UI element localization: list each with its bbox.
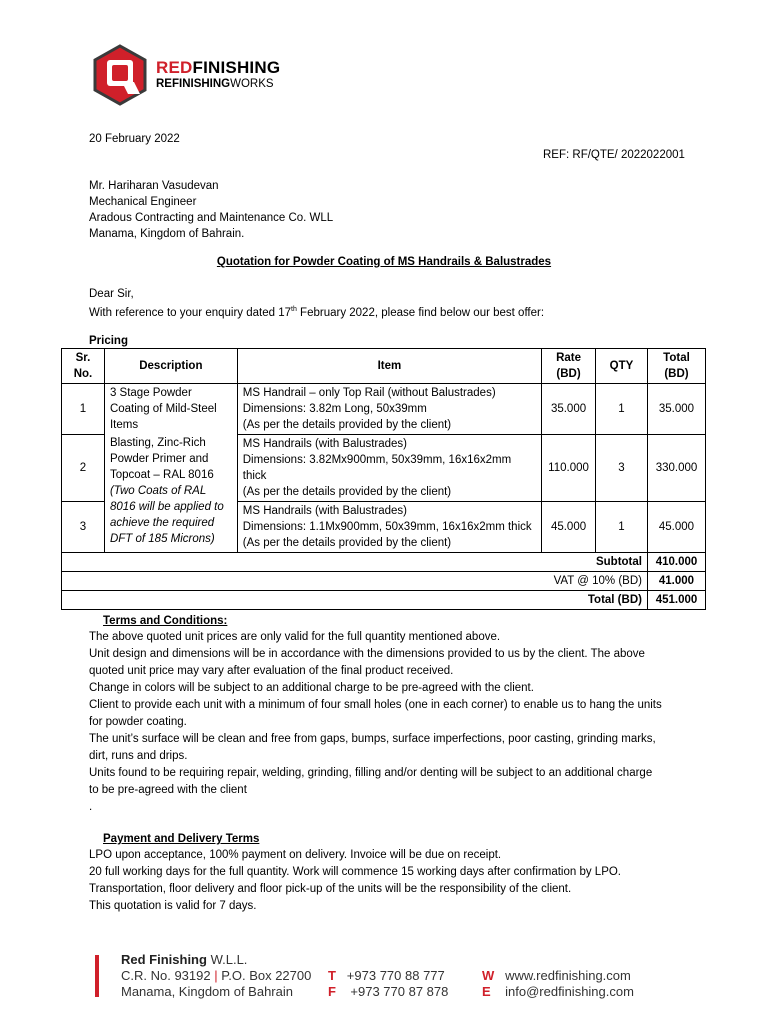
description-line: Powder Primer and	[109, 453, 209, 465]
payment-line: Transportation, floor delivery and floor pick-up of the units will be the responsibility of the client.	[89, 883, 572, 895]
intro-text: With reference to your enquiry dated 17	[89, 306, 292, 319]
subtotal-row	[62, 553, 706, 572]
row-item	[237, 502, 541, 553]
terms-line: Client to provide each unit with a minimum of four small holes (one in each corner) to enable us to hang the units	[89, 699, 662, 711]
row-total: 35.000	[647, 384, 705, 435]
reference-number: REF: RF/QTE/ 2022022001	[543, 149, 685, 161]
row-rate: 35.000	[542, 384, 596, 435]
email-link[interactable]: info@redfinishing.com	[505, 984, 634, 999]
table-header-row	[62, 349, 706, 384]
terms-line: dirt, runs and drips.	[89, 750, 188, 762]
description-line: Coating of Mild-Steel	[109, 403, 217, 415]
row-sr: 3	[62, 502, 105, 553]
vat-row	[62, 572, 706, 591]
brand-name	[156, 58, 280, 78]
footer-city: Manama, Kingdom of Bahrain	[121, 984, 293, 999]
phone-label: T	[328, 968, 336, 983]
intro-superscript: th	[291, 306, 297, 313]
row-qty: 1	[596, 502, 648, 553]
table-row	[62, 384, 706, 435]
description-line: achieve the required	[109, 517, 215, 529]
row-total: 45.000	[647, 502, 705, 553]
terms-line: quoted unit price may vary after evaluation of the final product received.	[89, 665, 454, 677]
item-line: Dimensions: 1.1Mx900mm, 50x39mm, 16x16x2mm thick	[242, 521, 532, 533]
intro-paragraph	[89, 302, 544, 321]
payment-heading: Payment and Delivery Terms	[103, 833, 260, 845]
header-description: Description	[104, 349, 237, 384]
row-item	[237, 435, 541, 502]
quotation-subject: Quotation for Powder Coating of MS Handrails & Balustrades	[216, 256, 552, 268]
brand-subtitle	[156, 78, 274, 90]
item-line: Dimensions: 3.82Mx900mm, 50x39mm, 16x16x2mm	[242, 454, 512, 466]
footer-cr: C.R. No. 93192	[121, 968, 211, 983]
subtotal-label: Subtotal	[62, 553, 648, 572]
pricing-table	[61, 348, 706, 610]
grand-total-row	[62, 591, 706, 610]
row-rate: 45.000	[542, 502, 596, 553]
web-link[interactable]: www.redfinishing.com	[505, 968, 631, 983]
web-label: W	[482, 968, 495, 983]
row-rate: 110.000	[542, 435, 596, 502]
description-line: Items	[109, 419, 139, 431]
item-line: (As per the details provided by the client)	[242, 419, 452, 431]
grand-total-label: Total (BD)	[62, 591, 648, 610]
vat-value: 41.000	[647, 572, 705, 591]
description-line: DFT of 185 Microns)	[109, 533, 215, 545]
intro-text-end: February 2022, please find below our best offer:	[296, 306, 545, 319]
payment-list	[89, 847, 621, 915]
pricing-label: Pricing	[89, 335, 128, 347]
terms-line: for powder coating.	[89, 716, 187, 728]
footer-web	[482, 968, 631, 984]
brand-sub-light: WORKS	[230, 78, 274, 90]
recipient-line: Mr. Hariharan Vasudevan	[89, 180, 219, 192]
header-rate: Rate (BD)	[542, 349, 596, 384]
footer-company	[121, 952, 247, 968]
phone-number: +973 770 88 777	[346, 968, 445, 983]
recipient-block	[89, 178, 333, 242]
item-line: MS Handrail – only Top Rail (without Balustrades)	[242, 387, 496, 399]
row-total: 330.000	[647, 435, 705, 502]
footer-separator: |	[214, 968, 218, 983]
fax-label: F	[328, 984, 336, 999]
row-sr: 2	[62, 435, 105, 502]
row-qty: 3	[596, 435, 648, 502]
terms-list	[89, 629, 662, 816]
recipient-line: Manama, Kingdom of Bahrain.	[89, 228, 245, 240]
footer-phone	[328, 968, 445, 984]
brand-sub-bold: REFINISHING	[156, 78, 231, 90]
description-cell	[104, 384, 237, 553]
terms-line: Change in colors will be subject to an additional charge to be pre-agreed with the client.	[89, 682, 534, 694]
terms-line: to be pre-agreed with the client	[89, 784, 247, 796]
footer-registration	[121, 968, 311, 984]
terms-line: Units found to be requiring repair, welding, grinding, filling and/or denting will be subject to an additional charge	[89, 767, 653, 779]
terms-line: Unit design and dimensions will be in accordance with the dimensions provided to us by the client. The above	[89, 648, 645, 660]
payment-line: 20 full working days for the full quantity. Work will commence 15 working days after confirmation by LPO.	[89, 866, 621, 878]
item-line: (As per the details provided by the client)	[242, 486, 452, 498]
header-item: Item	[237, 349, 541, 384]
row-qty: 1	[596, 384, 648, 435]
salutation: Dear Sir,	[89, 288, 134, 300]
terms-line: The unit’s surface will be clean and free from gaps, bumps, surface imperfections, poor casting, grinding marks,	[89, 733, 656, 745]
company-logo-icon	[92, 44, 148, 106]
recipient-line: Mechanical Engineer	[89, 196, 197, 208]
description-line: Topcoat – RAL 8016	[109, 469, 214, 481]
fax-number: +973 770 87 878	[350, 984, 449, 999]
subtotal-value: 410.000	[647, 553, 705, 572]
row-sr: 1	[62, 384, 105, 435]
footer-po-box: P.O. Box 22700	[221, 968, 312, 983]
terms-line: .	[89, 801, 93, 813]
header-sr: Sr. No.	[62, 349, 105, 384]
footer-company-suffix: W.L.L.	[206, 952, 248, 967]
terms-line: The above quoted unit prices are only valid for the full quantity mentioned above.	[89, 631, 501, 643]
description-line: Blasting, Zinc-Rich	[109, 437, 206, 449]
header-qty: QTY	[596, 349, 648, 384]
letter-date: 20 February 2022	[89, 133, 180, 145]
item-line: MS Handrails (with Balustrades)	[242, 438, 408, 450]
vat-label: VAT @ 10% (BD)	[62, 572, 648, 591]
description-line: 3 Stage Powder	[109, 387, 192, 399]
grand-total-value: 451.000	[647, 591, 705, 610]
footer-company-name: Red Finishing	[121, 952, 207, 967]
row-item	[237, 384, 541, 435]
footer-fax	[328, 984, 448, 1000]
description-line: (Two Coats of RAL	[109, 485, 207, 497]
brand-name-black: FINISHING	[192, 58, 281, 77]
recipient-line: Aradous Contracting and Maintenance Co. WLL	[89, 212, 334, 224]
payment-line: LPO upon acceptance, 100% payment on delivery. Invoice will be due on receipt.	[89, 849, 502, 861]
item-line: MS Handrails (with Balustrades)	[242, 505, 408, 517]
email-label: E	[482, 984, 491, 999]
brand-name-red: RED	[156, 58, 193, 77]
footer-accent-bar	[95, 955, 99, 997]
payment-line: This quotation is valid for 7 days.	[89, 900, 257, 912]
header-total: Total (BD)	[647, 349, 705, 384]
terms-heading: Terms and Conditions:	[103, 615, 228, 627]
item-line: (As per the details provided by the client)	[242, 537, 452, 549]
item-line: thick	[242, 470, 267, 482]
item-line: Dimensions: 3.82m Long, 50x39mm	[242, 403, 427, 415]
description-line: 8016 will be applied to	[109, 501, 224, 513]
footer-email	[482, 984, 634, 1000]
